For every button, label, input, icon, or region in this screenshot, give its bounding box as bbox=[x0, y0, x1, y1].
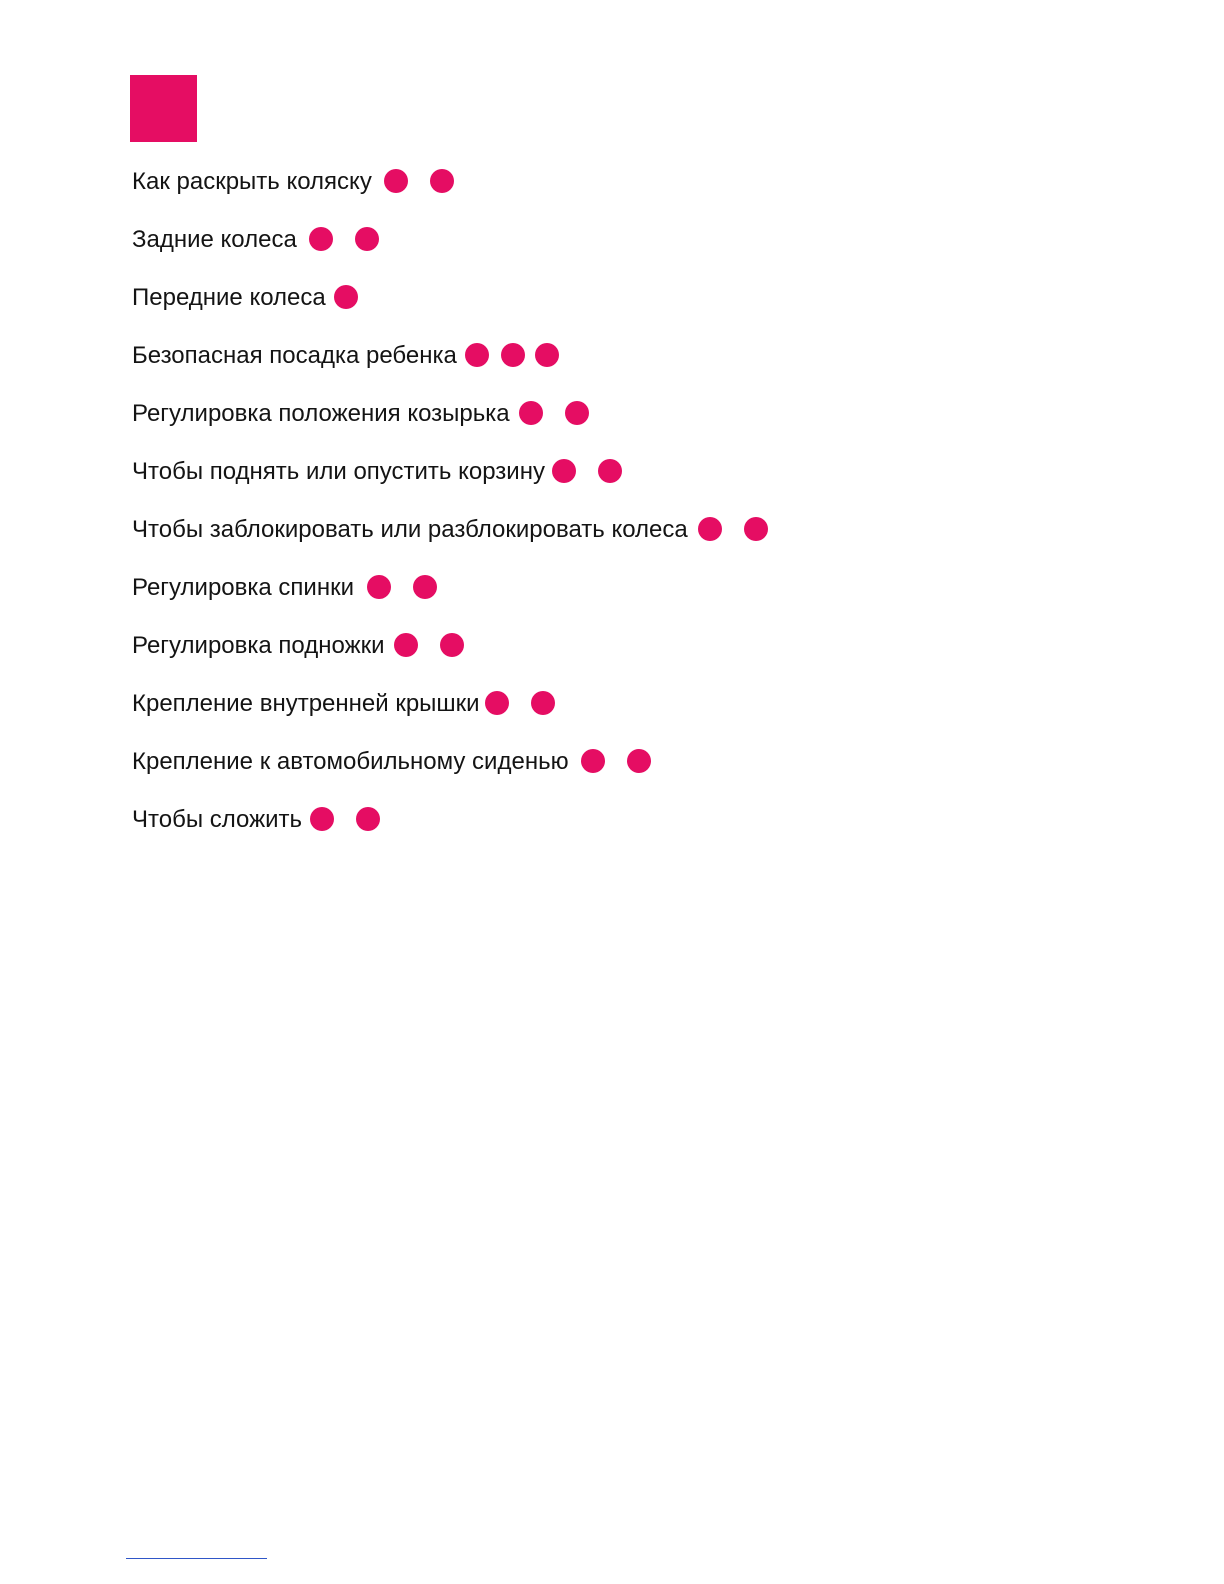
pink-dot-icon bbox=[413, 575, 437, 599]
contents-item[interactable] bbox=[132, 282, 768, 340]
pink-dot-icon bbox=[334, 285, 358, 309]
contents-item[interactable] bbox=[132, 688, 768, 746]
contents-item[interactable] bbox=[132, 630, 768, 688]
footer-rule bbox=[126, 1558, 267, 1559]
pink-dot-icon bbox=[485, 691, 509, 715]
contents-item[interactable] bbox=[132, 166, 768, 224]
contents-item[interactable] bbox=[132, 746, 768, 804]
contents-list bbox=[132, 166, 768, 862]
contents-item[interactable] bbox=[132, 456, 768, 514]
pink-dot-icon bbox=[384, 169, 408, 193]
contents-item-label: Регулировка подножки bbox=[132, 632, 385, 659]
pink-dot-icon bbox=[440, 633, 464, 657]
contents-item-label: Задние колеса bbox=[132, 226, 297, 253]
pink-dot-icon bbox=[465, 343, 489, 367]
pink-dot-icon bbox=[519, 401, 543, 425]
pink-dot-icon bbox=[744, 517, 768, 541]
pink-dot-icon bbox=[309, 227, 333, 251]
pink-dot-icon bbox=[581, 749, 605, 773]
contents-item-label: Чтобы сложить bbox=[132, 806, 303, 833]
pink-dot-icon bbox=[531, 691, 555, 715]
pink-dot-icon bbox=[430, 169, 454, 193]
contents-item[interactable] bbox=[132, 514, 768, 572]
contents-item[interactable] bbox=[132, 224, 768, 282]
pink-dot-icon bbox=[565, 401, 589, 425]
contents-item-label: Регулировка спинки bbox=[132, 574, 354, 601]
contents-item-label: Как раскрыть коляску bbox=[132, 168, 372, 195]
pink-dot-icon bbox=[698, 517, 722, 541]
pink-dot-icon bbox=[627, 749, 651, 773]
pink-dot-icon bbox=[394, 633, 418, 657]
contents-item-label: Передние колеса bbox=[132, 284, 326, 311]
pink-dot-icon bbox=[367, 575, 391, 599]
pink-dot-icon bbox=[552, 459, 576, 483]
pink-dot-icon bbox=[535, 343, 559, 367]
contents-item[interactable] bbox=[132, 340, 768, 398]
pink-dot-icon bbox=[356, 807, 380, 831]
contents-item-label: Безопасная посадка ребенка bbox=[132, 342, 457, 369]
contents-item-label: Регулировка положения козырька bbox=[132, 400, 510, 427]
pink-dot-icon bbox=[355, 227, 379, 251]
contents-item[interactable] bbox=[132, 572, 768, 630]
section-color-marker bbox=[130, 75, 197, 142]
pink-dot-icon bbox=[598, 459, 622, 483]
contents-item-label: Чтобы поднять или опустить корзину bbox=[132, 458, 545, 485]
contents-item-label: Крепление к автомобильному сиденью bbox=[132, 748, 569, 775]
contents-item-label: Крепление внутренней крышки bbox=[132, 690, 480, 717]
contents-item[interactable] bbox=[132, 398, 768, 456]
pink-dot-icon bbox=[310, 807, 334, 831]
contents-item[interactable] bbox=[132, 804, 768, 862]
contents-item-label: Чтобы заблокировать или разблокировать колеса bbox=[132, 516, 688, 543]
pink-dot-icon bbox=[501, 343, 525, 367]
